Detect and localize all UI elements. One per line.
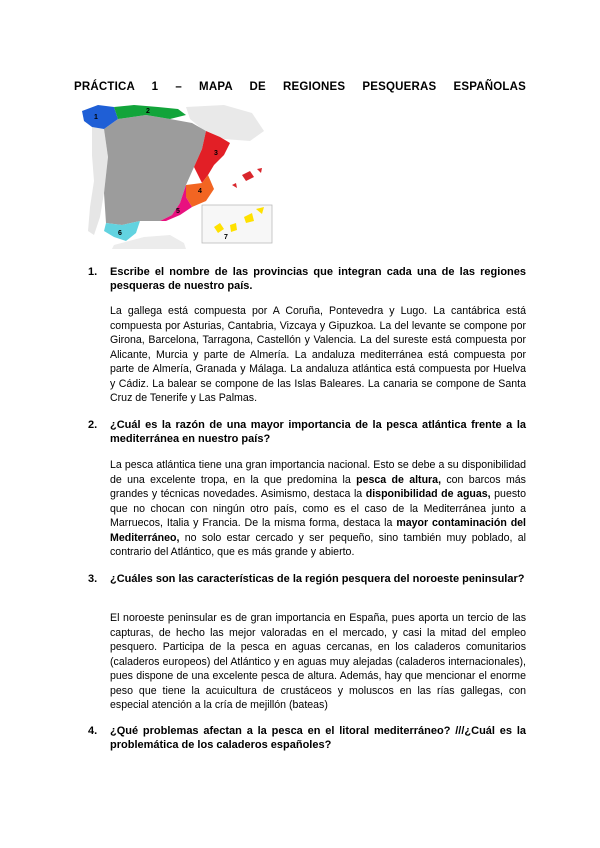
question-text: ¿Cuáles son las características de la región pesquera del noroeste peninsular?	[110, 573, 525, 585]
answer-1: La gallega está compuesta por A Coruña, Pontevedra y Lugo. La cantábrica está compuesta por Asturias, Cantabria, Vizcaya y Gipuzkoa. La del levante se compone por Girona, Barcelona, Tarragona, Castellón y Valencia. La del sureste está compuesta por Alicante, Murcia y parte de Almería. La andaluza mediterránea está compuesta por parte de Almería, Granada y Málaga. La andaluza atlántica está compuesta por Huelva y Cádiz. La balear se compone de las Islas Baleares. La canaria se compone de Santa Cruz de Tenerife y Las Palmas.	[110, 305, 526, 404]
question-text: ¿Cuál es la razón de una mayor importancia de la pesca atlántica frente a la mediterránea en nuestro país?	[110, 419, 526, 446]
answer-3: El noroeste peninsular es de gran importancia en España, pues aporta un tercio de las capturas, de hecho las mejor valoradas en el mercado, y casi la mitad del empleo pesquero. Participa de la pesca en aguas cercanas, en los caladeros comunitarios (caladeros europeos) del Atlántico y en aguas muy alejadas (caladeros internacionales), pues dispone de una excelente pesca de altura. Además, hay que mencionar el enorme peso que tiene la acuicultura de crustáceos y moluscos en las rías gallegas, con especial atención a la cría de mejillón (bateas)	[110, 612, 526, 711]
question-number: 4.	[88, 725, 98, 737]
region-number-label: 2	[146, 108, 150, 115]
question-number: 2.	[88, 419, 98, 431]
question-text: Escribe el nombre de las provincias que integran cada una de las regiones pesqueras de nuestro país.	[110, 266, 526, 293]
answer-text: La pesca atlántica tiene una gran importancia nacional. Esto se debe a su disponibilidad de una excelente tropa, en la que predomina la	[110, 459, 526, 486]
question-2	[88, 418, 526, 447]
answer-text: con barcos más grandes y técnicas novedades. Asimismo, destaca la	[110, 473, 526, 500]
question-number: 3.	[88, 573, 98, 585]
region-number-label: 6	[118, 230, 122, 237]
region-number-label: 3	[214, 150, 218, 157]
answer-emphasis: disponibilidad de aguas,	[365, 488, 491, 500]
page-title: PRÁCTICA 1 – MAPA DE REGIONES PESQUERAS ESPAÑOLAS	[74, 81, 526, 93]
answer-text: no solo estar cercado y ser pequeño, sino también muy poblado, al contrario del Atlántico, que es más grande y abierto.	[110, 531, 526, 558]
question-3	[88, 572, 526, 586]
answer-emphasis: pesca de altura,	[356, 473, 442, 486]
region-number-label: 7	[224, 234, 228, 241]
spain-map-svg	[74, 97, 274, 249]
question-text: ¿Qué problemas afectan a la pesca en el litoral mediterráneo? ///¿Cuál es la problemática de los caladeros españoles?	[110, 725, 526, 752]
question-number: 1.	[88, 266, 98, 278]
region-number-label: 1	[94, 114, 98, 121]
question-4	[88, 724, 526, 753]
answer-emphasis: mayor contaminación del Mediterráneo,	[110, 517, 526, 544]
fishing-regions-map	[74, 97, 274, 249]
region-number-label: 5	[176, 208, 180, 215]
question-1	[88, 265, 526, 294]
answer-2	[110, 458, 526, 560]
region-number-label: 4	[198, 188, 202, 195]
answer-text: puesto que no chocan con ningún otro país, como es el caso de la Mediterránea junto a Marruecos, Italia y Francia. De la misma forma, destaca la	[110, 488, 526, 529]
